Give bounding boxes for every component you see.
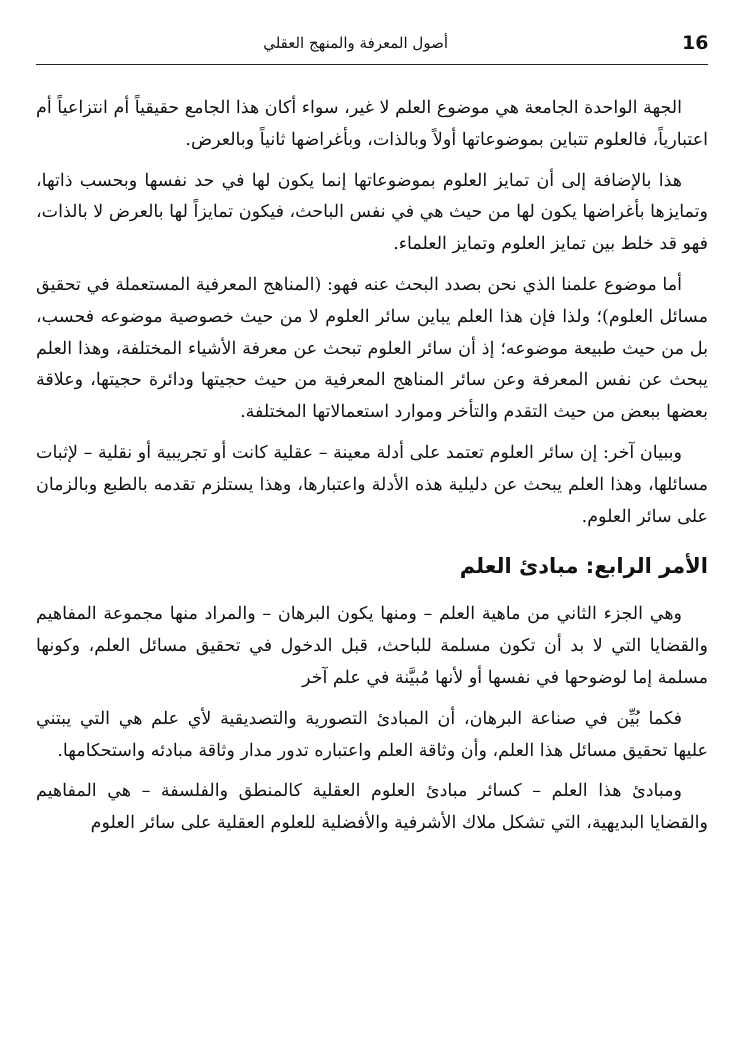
paragraph: وهي الجزء الثاني من ماهية العلم – ومنها يكون البرهان – والمراد منها مجموعة المفاهيم والقضايا التي لا بد أن تكون مسلمة للباحث، قبل الدخول في تحقيق مسائل العلم، وكونها مسلمة إما لوضوحها في نفسها أو لأنها مُبيَّنة في علم آخر: [36, 604, 708, 688]
book-page: [36, 28, 708, 849]
paragraph: هذا بالإضافة إلى أن تمايز العلوم بموضوعاتها إنما يكون لها في حد نفسها وبحسب ذاتها، وتمايزها بأغراضها يكون لها من حيث هي في نفس الباحث، فيكون تمايزاً لها بالعرض لا بالذات، فهو قد خلط بين تمايز العلوم وتمايز العلماء.: [36, 170, 708, 255]
running-title: أصول المعرفة والمنهج العقلي: [263, 34, 448, 52]
paragraph: أما موضوع علمنا الذي نحن بصدد البحث عنه فهو: (المناهج المعرفية المستعملة في تحقيق مسائل العلوم)؛ ولذا فإن هذا العلم يباين سائر العلوم لا من حيث خصوصية موضوعه فحسب، بل من حيث طبيعة موضوعه؛ إذ أن سائر العلوم تبحث عن معرفة الأشياء المختلفة، وهذا العلم يبحث عن نفس المعرفة وعن سائر المناهج المعرفية من حيث حجيتها ودائرة حجيتها، وعلاقة بعضها ببعض من حيث التقدم والتأخر وموارد استعمالاتها المختلفة.: [36, 274, 708, 423]
paragraph: الجهة الواحدة الجامعة هي موضوع العلم لا غير، سواء أكان هذا الجامع حقيقياً أم انتزاعياً أم اعتبارياً، فالعلوم تتباين بموضوعاتها أولاً وبالذات، وبأغراضها ثانياً وبالعرض.: [36, 98, 708, 150]
section-heading: الأمر الرابع: مبادئ العلم: [459, 554, 708, 579]
paragraph: فكما بُيِّن في صناعة البرهان، أن المبادئ التصورية والتصديقية لأي علم هي التي يبتني عليها تحقيق مسائل هذا العلم، وأن وثاقة العلم واعتباره تدور مدار وثاقة مبادئه واستحكامها.: [36, 708, 708, 761]
paragraph: ومبادئ هذا العلم – كسائر مبادئ العلوم العقلية كالمنطق والفلسفة – هي المفاهيم والقضايا البديهية، التي تشكل ملاك الأشرفية والأفضلية للعلوم العقلية على سائر العلوم: [36, 781, 708, 834]
paragraph: وببيان آخر: إن سائر العلوم تعتمد على أدلة معينة – عقلية كانت أو تجريبية أو نقلية – لإثبات مسائلها، وهذا العلم يبحث عن دليلية هذه الأدلة واعتبارها، وهذا يستلزم تقدمه بالطبع وبالزمان على سائر العلوم.: [36, 442, 708, 527]
page-number: 16: [682, 32, 709, 54]
running-header: [36, 28, 708, 65]
page-body: [36, 93, 708, 840]
